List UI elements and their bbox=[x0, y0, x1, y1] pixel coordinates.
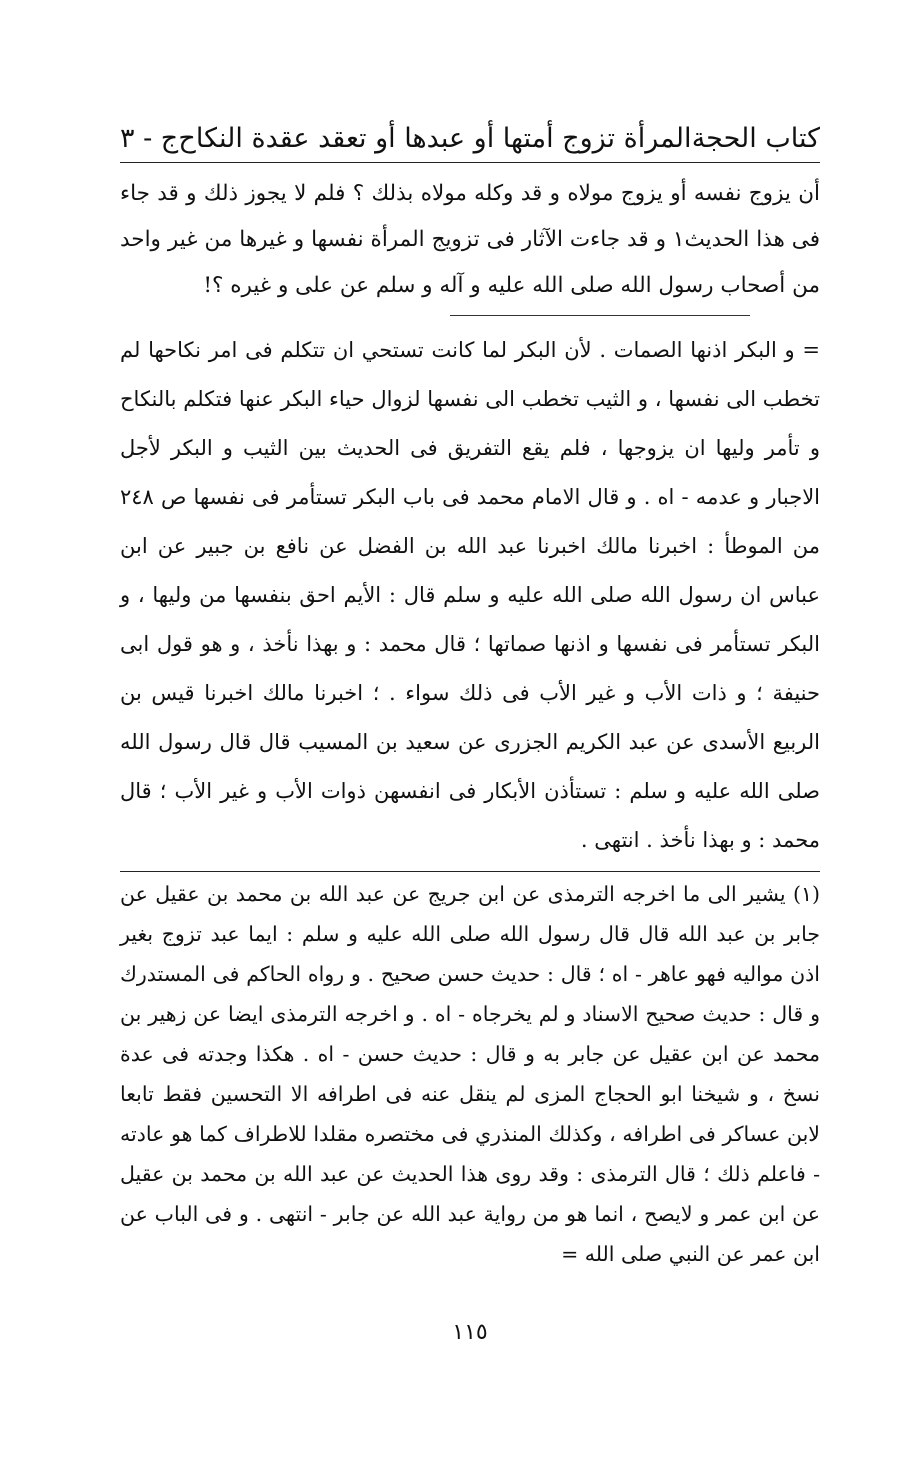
page-number: ١١٥ bbox=[452, 1320, 488, 1345]
footnote-rule bbox=[120, 871, 820, 872]
main-text-block bbox=[120, 171, 820, 309]
main-text-paragraph: أن يزوج نفسه أو يزوج مولاه و قد وكله مولاه بذلك ؟ فلم لا يجوز ذلك و قد جاء فى هذا الحديث١ و قد جاءت الآثار فى تزويج المرأة نفسها و غيرها من غير واحد من أصحاب رسول الله صلى الله عليه و آله و سلم عن على و غيره ؟! bbox=[120, 181, 820, 298]
header-rule bbox=[120, 162, 820, 163]
footnote-paragraph: (١) يشير الى ما اخرجه الترمذى عن ابن جريج عن عبد الله بن محمد بن عقيل عن جابر بن عبد الله قال قال رسول الله صلى الله عليه و سلم : ايما عبد تزوج بغير اذن مواليه فهو عاهر - اه ؛ قال : حديث حسن صحيح . و رواه الحاكم فى المستدرك و قال : حديث صحيح الاسناد و لم يخرجاه - اه . و اخرجه الترمذى ايضا عن زهير بن محمد عن ابن عقيل عن جابر به و قال : حديث حسن - اه . هكذا وجدته فى عدة نسخ ، و شيخنا ابو الحجاج المزى لم ينقل عنه فى اطرافه الا التحسين فقط تابعا لابن عساكر فى اطرافه ، وكذلك المنذري فى مختصره مقلدا للاطراف كما هو عادته - فاعلم ذلك ؛ قال الترمذى : وقد روى هذا الحديث عن عبد الله بن محمد بن عقيل عن ابن عمر و لايصح ، انما هو من رواية عبد الله عن جابر - انتهى . و فى الباب عن ابن عمر عن النبي صلى الله = bbox=[120, 882, 820, 1266]
separator-rule bbox=[450, 315, 750, 316]
commentary-block bbox=[120, 326, 820, 865]
header-section-title: المرأة تزوج أمتها أو عبدها أو تعقد عقدة النكاح bbox=[178, 123, 692, 154]
book-page bbox=[120, 100, 820, 1360]
commentary-paragraph: = و البكر اذنها الصمات . لأن البكر لما كانت تستحي ان تتكلم فى امر نكاحها لم تخطب الى نفسها ، و الثيب تخطب الى نفسها لزوال حياء البكر عنها فتكلم بالنكاح و تأمر وليها ان يزوجها ، فلم يقع التفريق فى الحديث بين الثيب و البكر لأجل الاجبار و عدمه - اه . و قال الامام محمد فى باب البكر تستأمر فى نفسها ص ٢٤٨ من الموطأ : اخبرنا مالك اخبرنا عبد الله بن الفضل عن نافع بن جبير عن ابن عباس ان رسول الله صلى الله عليه و سلم قال : الأيم احق بنفسها من وليها ، و البكر تستأمر فى نفسها و اذنها صماتها ؛ قال محمد : و بهذا نأخذ ، و هو قول ابى حنيفة ؛ و ذات الأب و غير الأب فى ذلك سواء . ؛ اخبرنا مالك اخبرنا قيس بن الربيع الأسدى عن عبد الكريم الجزرى عن سعيد بن المسيب قال قال رسول الله صلى الله عليه و سلم : تستأذن الأبكار فى انفسهن ذوات الأب و غير الأب ؛ قال محمد : و بهذا نأخذ . انتهى . bbox=[120, 338, 820, 852]
header-volume: ج - ٣ bbox=[120, 123, 179, 154]
running-header bbox=[120, 100, 820, 156]
footnote-block bbox=[120, 874, 820, 1274]
header-book-title: كتاب الحجة bbox=[691, 123, 820, 154]
